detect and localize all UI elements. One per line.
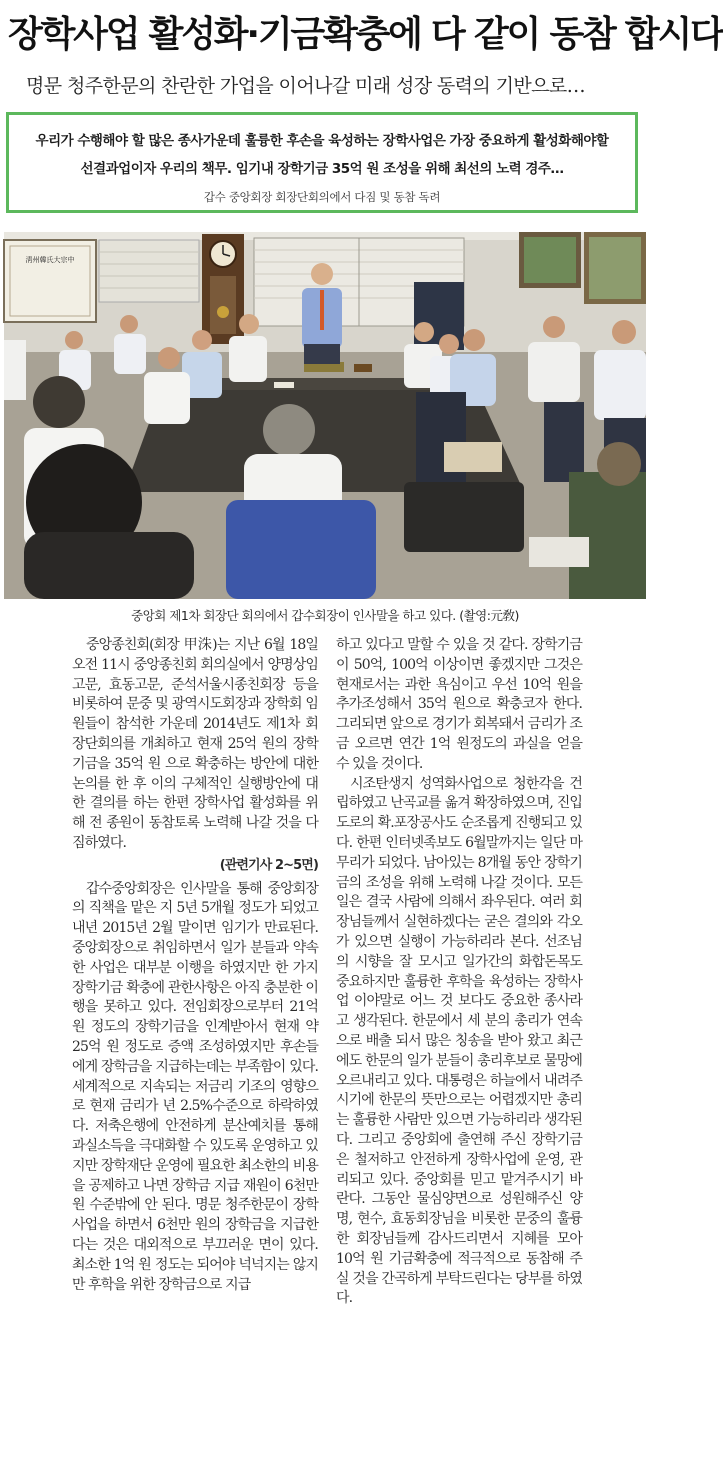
article-paragraph-3: 시조탄생지 성역화사업으로 청한각을 건립하였고 난곡교를 옮겨 확장하였으며, 진입도로의 확.포장공사도 순조롭게 진행되고 있다. 한편 인터넷족보도 6월말까지는 일단 마무리가 되었다. 남아있는 8개월 동안 장학기금의 조성을 위해 노력해 나갈 것이다. 모든 일은 결국 사람에 의해서 좌우된다. 여러 회장님들께서 실현하겠다는 굳은 결의와 각오가 있으면 실행이 가능하리라 본다. 선조님의 시향을 잘 모시고 일가간의 화합돈목도 중요하지만 훌륭한 후학을 육성하는 장학사업 이야말로 어느 것 보다도 중요한 종사라고 생각된다. 한문에서 세 분의 총리가 연속으로 배출 되서 많은 칭송을 받아 왔고 최근에도 한문의 일가 분들이 총리후보로 물망에 오르내리고 있다. 대통령은 하늘에서 내려주시기에 한문의 뜻만으로는 어렵겠지만 총리는 훌륭한 사람만 있으면 가능하리라 생각된다. 그리고 중앙회에 출연해 주신 장학기금은 철저하고 안전하게 장학사업에 운영, 관리되고 있다. 중앙회를 믿고 맡겨주시기 바란다. 그동안 물심양면으로 성원해주신 양명, 현수, 효동회장님을 비롯한 문중의 훌륭한 회장님들께 감사드리면서 지혜를 모아 10억 원 기금확충에 적극적으로 동참해 주실 것을 간곡하게 부탁드린다는 당부를 하였다. (336, 775, 582, 1307)
photo-caption: 중앙회 제1차 회장단 회의에서 갑수회장이 인사말을 하고 있다. (촬영:元敎) (131, 608, 519, 623)
meeting-photo (4, 232, 646, 599)
article-column-left (72, 636, 318, 1295)
related-articles-note: (관련기사 2~5면) (219, 857, 318, 873)
article-paragraph-2-continued: 하고 있다고 말할 수 있을 것 같다. 장학기금이 50억, 100억 이상이면 좋겠지만 그것은 현재로서는 과한 욕심이고 우선 10억 원을 추가조성해서 35억 원으로 확충코자 한다. 그리되면 앞으로 경기가 회복돼서 금리가 조금 오르면 연간 1억 원정도의 과실을 얻을 수 있을 것이다. (336, 637, 582, 772)
article-paragraph-2: 갑수중앙회장은 인사말을 통해 중앙회장의 직책을 맡은 지 5년 5개월 정도가 되었고 내년 2015년 2월 말이면 임기가 만료된다. 중앙회장으로 취임하면서 일가 분들과 약속한 사업은 대부분 이행을 하였지만 한 가지 장학기금 확충에 관한사항은 아직 충분한 이행을 못하고 있다. 전임회장으로부터 21억 원 정도의 장학기금을 인계받아서 현재 약 25억 원 정도로 증액 조성하였지만 후손들에게 장학금을 지급하는데는 부족함이 있다. 세계적으로 지속되는 저금리 기조의 영향으로 현재 금리가 년 2.5%수준으로 하락하였다. 저축은행에 안전하게 분산예치를 통해 과실소득을 극대화할 수 있도록 운영하고 있지만 장학재단 운영에 필요한 최소한의 비용을 공제하고 나면 장학금 지급 재원이 6천만 원 수준밖에 안 된다. 명문 청주한문이 장학사업을 하면서 6천만 원의 장학금을 지급한다는 것은 대외적으로 부끄러운 면이 있다. 최소한 1억 원 정도는 되어야 넉넉지는 않지만 후학을 위한 장학금으로 지급 (72, 880, 318, 1293)
summary-line-1: 우리가 수행해야 할 많은 종사가운데 훌륭한 후손을 육성하는 장학사업은 가장 중요하게 활성화해야할 (35, 133, 609, 149)
article-column-right (336, 636, 582, 1309)
summary-note: 갑수 중앙회장 회장단회의에서 다짐 및 동참 독려 (203, 190, 441, 204)
summary-line-2: 선결과업이자 우리의 책무. 임기내 장학기금 35억 원 조성을 위해 최선의 노력 경주… (80, 161, 564, 177)
headline: 장학사업 활성화·기금확충에 다 같이 동참 합시다 (8, 14, 723, 55)
wall-sign-text: 淸州韓氏大宗中 (25, 256, 75, 264)
summary-box (6, 112, 638, 213)
article-paragraph-1: 중앙종친회(회장 甲洙)는 지난 6월 18일 오전 11시 중앙종친회 회의실에서 양명상임고문, 효동고문, 준석서울시종친회장 등을 비롯하여 문중 및 광역시도회장과 장학회 임원들이 참석한 가운데 2014년도 제1차 회장단회의를 개최하고 현재 25억 원의 장학기금을 35억 원 으로 확충하는 방안에 대한 논의를 한 후 이의 구체적인 실행방안에 대한 결의를 하는 한편 장학사업 활성화를 위해 전 종원이 동참토록 노력해 나갈 것을 다짐하였다. (72, 637, 318, 851)
subheadline: 명문 청주한문의 찬란한 가업을 이어나갈 미래 성장 동력의 기반으로… (26, 75, 586, 97)
